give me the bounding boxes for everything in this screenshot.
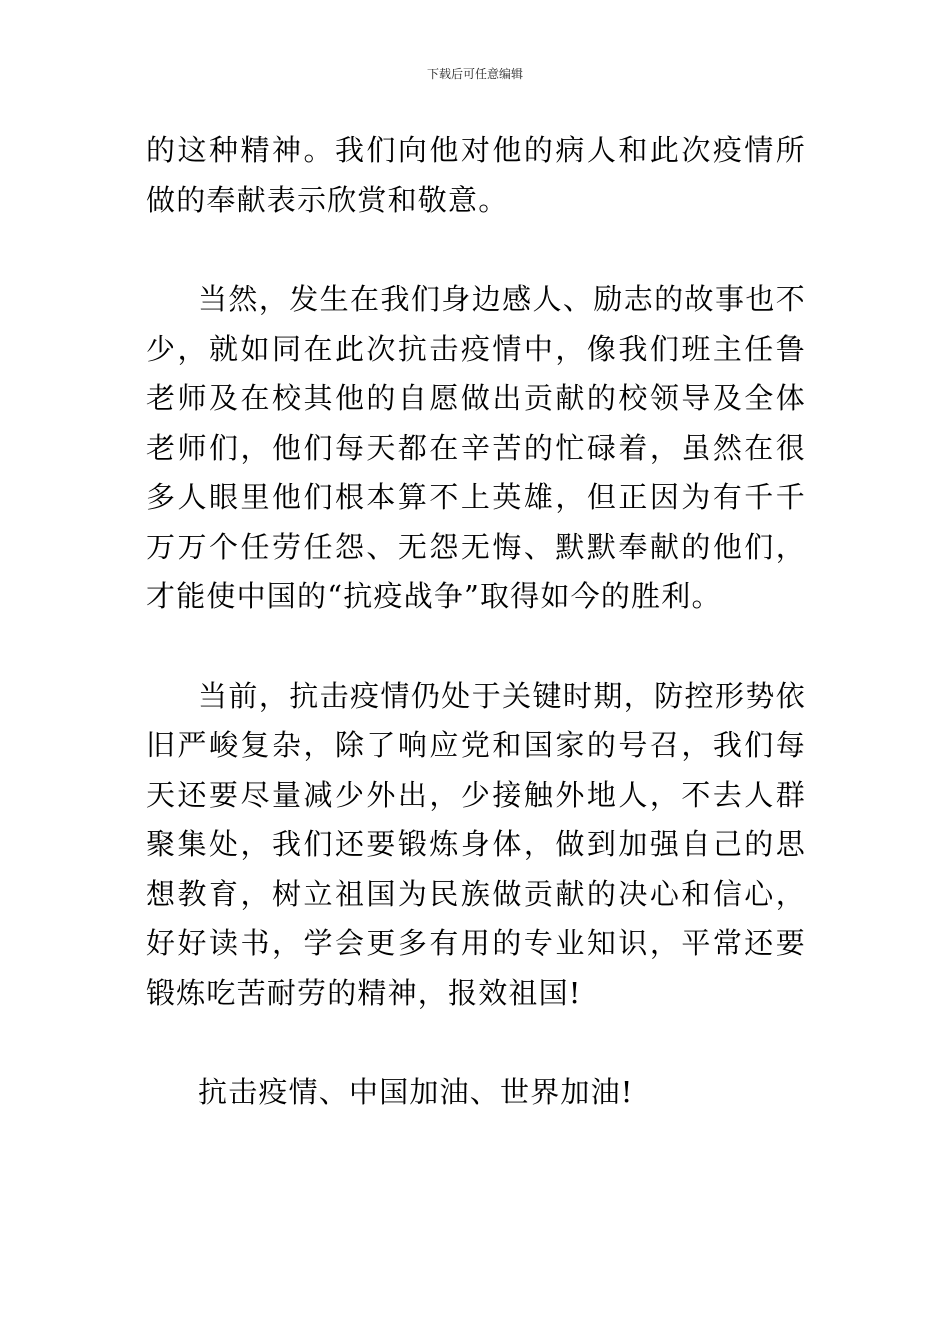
document-body <box>146 126 806 1168</box>
paragraph-4: 抗击疫情、中国加油、世界加油! <box>198 1075 634 1109</box>
page-header-note: 下载后可任意编辑 <box>426 67 523 81</box>
paragraph-3: 当前，抗击疫情仍处于关键时期，防控形势依旧严峻复杂，除了响应党和国家的号召，我们每天还要尽量减少外出，少接触外地人，不去人群聚集处，我们还要锻炼身体，做到加强自己的思想教育，树立祖国为民族做贡献的决心和信心，好好读书，学会更多有用的专业知识，平常还要锻炼吃苦耐劳的精神，报效祖国! <box>146 678 806 1010</box>
paragraph-1: 的这种精神。我们向他对他的病人和此次疫情所做的奉献表示欣赏和敬意。 <box>146 133 806 217</box>
paragraph-2: 当然，发生在我们身边感人、励志的故事也不少，就如同在此次抗击疫情中，像我们班主任鲁老师及在校其他的自愿做出贡献的校领导及全体老师们，他们每天都在辛苦的忙碌着，虽然在很多人眼里他们根本算不上英雄，但正因为有千千万万个任劳任怨、无怨无悔、默默奉献的他们，才能使中国的“抗疫战争”取得如今的胜利。 <box>146 282 806 613</box>
